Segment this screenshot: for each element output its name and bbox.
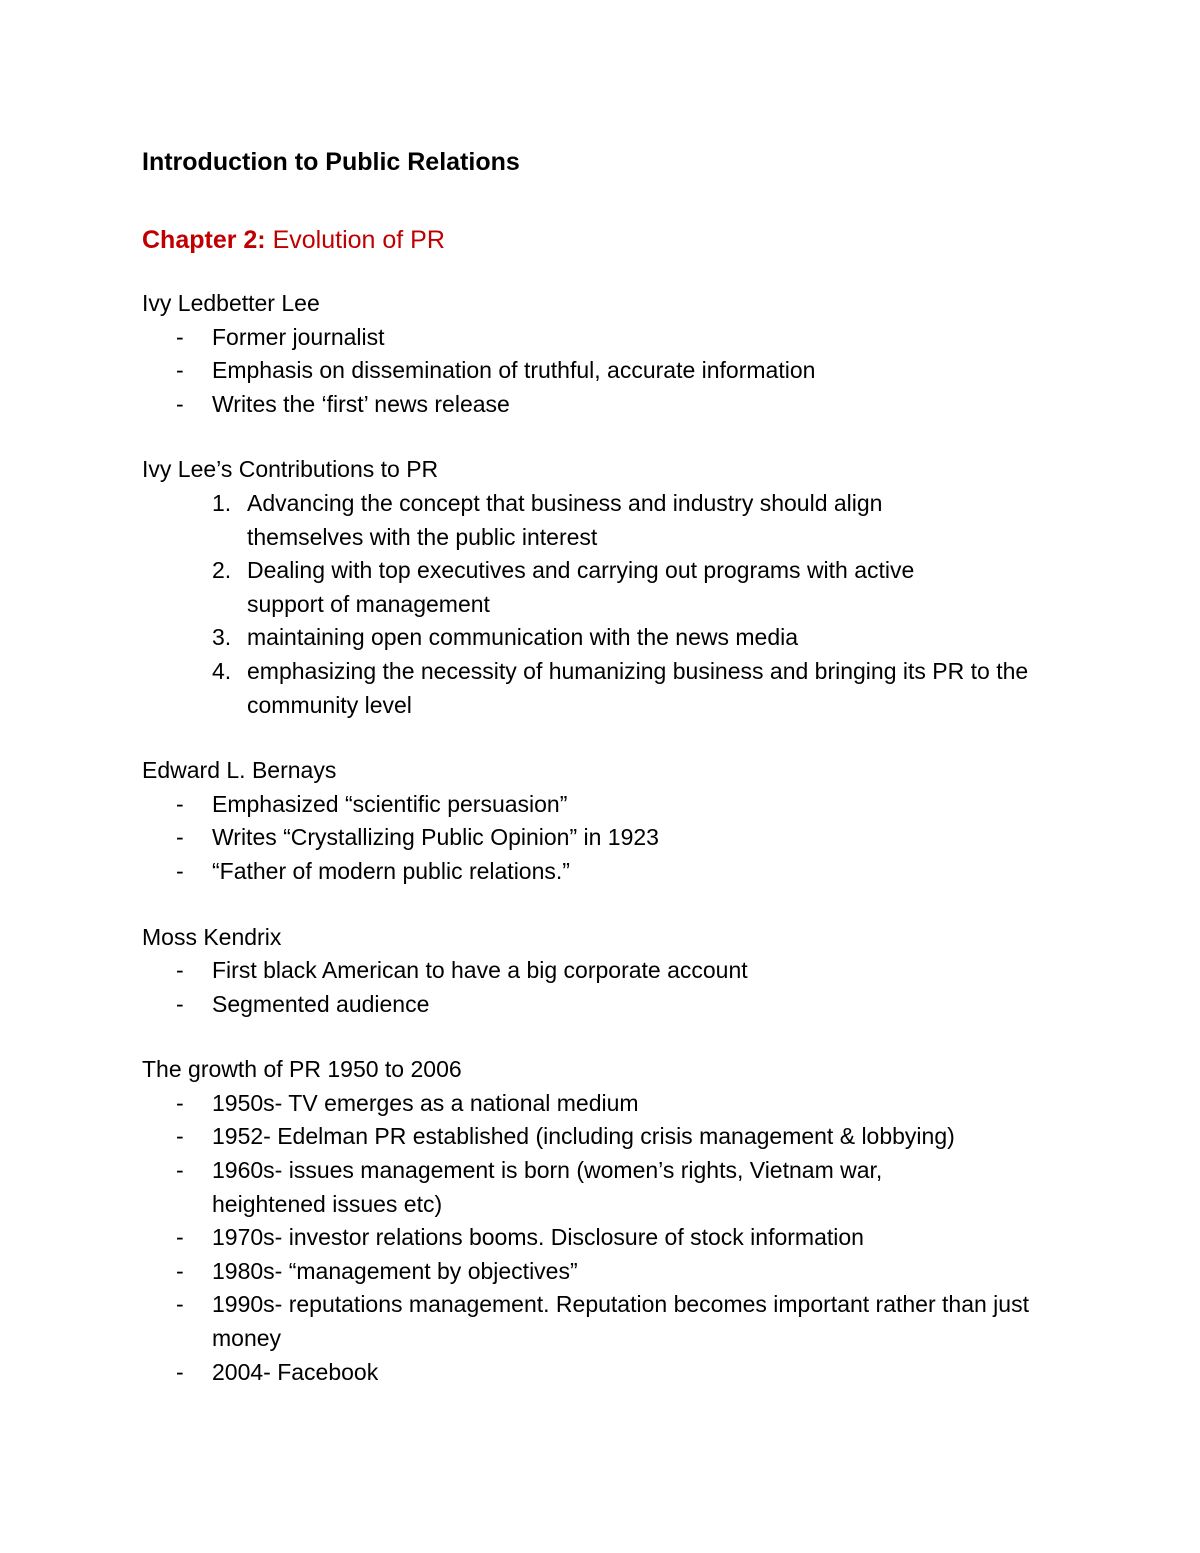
bullet-list xyxy=(142,954,1102,1021)
section-heading: Moss Kendrix xyxy=(142,923,282,950)
list-item xyxy=(142,554,1102,621)
dash-marker: - xyxy=(176,390,184,417)
dash-marker: - xyxy=(176,790,184,817)
list-item-text: Writes the ‘first’ news release xyxy=(212,390,510,417)
list-item-text: Writes “Crystallizing Public Opinion” in 1923 xyxy=(212,824,659,851)
list-item-text: 1990s- reputations management. Reputation becomes important rather than just money xyxy=(212,1291,1029,1352)
list-item xyxy=(142,1154,1102,1221)
section-edward-bernays xyxy=(142,754,1102,888)
list-item-text: Segmented audience xyxy=(212,990,430,1017)
section-ivy-lee-contributions xyxy=(142,453,1102,722)
dash-marker: - xyxy=(176,1089,184,1116)
list-item xyxy=(142,1288,1102,1355)
list-item xyxy=(142,655,1102,722)
dash-marker: - xyxy=(176,1291,184,1318)
list-item-text: maintaining open communication with the news media xyxy=(247,624,799,651)
list-item-text: “Father of modern public relations.” xyxy=(212,857,570,884)
list-item-text: emphasizing the necessity of humanizing business and bringing its PR to the community level xyxy=(247,657,1029,718)
list-item xyxy=(142,321,1102,355)
section-heading: The growth of PR 1950 to 2006 xyxy=(142,1056,462,1083)
dash-marker: - xyxy=(176,1257,184,1284)
list-item xyxy=(142,354,1102,388)
document-page xyxy=(142,145,1102,1389)
list-item xyxy=(142,954,1102,988)
list-item xyxy=(142,988,1102,1022)
list-item-text: 2004- Facebook xyxy=(212,1358,379,1385)
section-moss-kendrix xyxy=(142,921,1102,1022)
list-item xyxy=(142,621,1102,655)
list-item-text: Emphasis on dissemination of truthful, accurate information xyxy=(212,357,816,384)
list-item xyxy=(142,1356,1102,1390)
list-item-text: 1950s- TV emerges as a national medium xyxy=(212,1089,639,1116)
dash-marker: - xyxy=(176,990,184,1017)
list-item-text: First black American to have a big corporate account xyxy=(212,957,748,984)
list-item-text: 1980s- “management by objectives” xyxy=(212,1257,578,1284)
dash-marker: - xyxy=(176,1123,184,1150)
dash-marker: - xyxy=(176,1157,184,1184)
list-item xyxy=(142,388,1102,422)
chapter-heading xyxy=(142,223,1102,257)
list-item-text: 1952- Edelman PR established (including crisis management & lobbying) xyxy=(212,1123,955,1150)
list-item xyxy=(142,1255,1102,1289)
list-item-text: 1970s- investor relations booms. Disclosure of stock information xyxy=(212,1224,864,1251)
list-item xyxy=(142,788,1102,822)
section-heading: Ivy Ledbetter Lee xyxy=(142,290,320,316)
section-heading: Ivy Lee’s Contributions to PR xyxy=(142,456,439,483)
dash-marker: - xyxy=(176,357,184,384)
list-item xyxy=(142,821,1102,855)
list-item-text: Advancing the concept that business and industry should align themselves with the public interest xyxy=(247,489,883,550)
number-marker: 4. xyxy=(212,657,232,684)
document-title: Introduction to Public Relations xyxy=(142,148,520,176)
chapter-label: Chapter 2: xyxy=(142,226,266,254)
dash-marker: - xyxy=(176,824,184,851)
list-item xyxy=(142,487,1102,554)
dash-marker: - xyxy=(176,1224,184,1251)
numbered-list xyxy=(142,487,1102,722)
list-item xyxy=(142,1120,1102,1154)
dash-marker: - xyxy=(176,857,184,884)
bullet-list xyxy=(142,788,1102,889)
bullet-list xyxy=(142,1087,1102,1389)
list-item xyxy=(142,1087,1102,1121)
number-marker: 3. xyxy=(212,624,232,651)
dash-marker: - xyxy=(176,323,184,350)
bullet-list xyxy=(142,321,1102,422)
list-item xyxy=(142,855,1102,889)
section-heading: Edward L. Bernays xyxy=(142,757,337,784)
list-item-text: 1960s- issues management is born (women’s rights, Vietnam war, heightened issues etc) xyxy=(212,1157,883,1217)
number-marker: 1. xyxy=(212,489,232,516)
number-marker: 2. xyxy=(212,557,232,584)
list-item-text: Former journalist xyxy=(212,323,385,350)
section-ivy-ledbetter-lee xyxy=(142,287,1102,421)
list-item-text: Dealing with top executives and carrying out programs with active support of management xyxy=(247,557,915,617)
dash-marker: - xyxy=(176,957,184,984)
list-item xyxy=(142,1221,1102,1255)
chapter-subtitle: Evolution of PR xyxy=(265,226,445,254)
list-item-text: Emphasized “scientific persuasion” xyxy=(212,790,568,817)
section-growth-of-pr xyxy=(142,1053,1102,1389)
dash-marker: - xyxy=(176,1358,184,1385)
